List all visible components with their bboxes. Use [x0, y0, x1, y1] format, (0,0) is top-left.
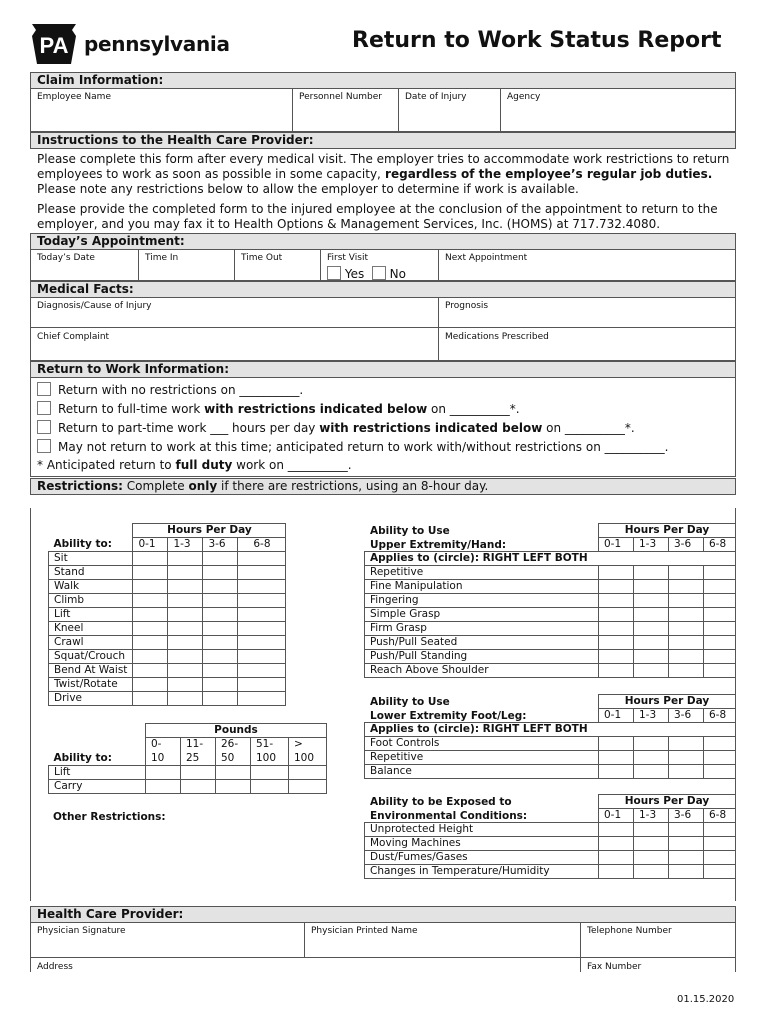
entry-cell[interactable] — [168, 692, 203, 706]
entry-cell[interactable] — [634, 851, 669, 865]
row-label: Bend At Waist — [49, 664, 133, 678]
entry-cell[interactable] — [238, 692, 286, 706]
entry-cell[interactable] — [289, 780, 327, 794]
row-label: Lift — [49, 766, 146, 780]
table-row — [365, 851, 736, 865]
entry-cell[interactable] — [168, 580, 203, 594]
entry-cell[interactable] — [133, 566, 168, 580]
entry-cell[interactable] — [669, 636, 704, 650]
entry-cell[interactable] — [238, 664, 286, 678]
row-label: Dust/Fumes/Gases — [365, 851, 599, 865]
entry-cell[interactable] — [634, 765, 669, 779]
entry-cell[interactable] — [168, 622, 203, 636]
rtw-note: * Anticipated return to full duty work on __________. — [37, 458, 352, 472]
logo-mark: PA — [39, 33, 69, 58]
entry-cell[interactable] — [669, 751, 704, 765]
row-label: Push/Pull Standing — [365, 650, 599, 664]
table-row — [49, 636, 286, 650]
table-row — [365, 737, 736, 751]
entry-cell[interactable] — [168, 650, 203, 664]
row-label: Repetitive — [365, 751, 599, 765]
appointment-heading: Today’s Appointment: — [30, 233, 736, 250]
entry-cell[interactable] — [599, 580, 634, 594]
medications-field[interactable]: Medications Prescribed — [445, 332, 549, 342]
diagnosis-field[interactable]: Diagnosis/Cause of Injury — [31, 297, 439, 327]
row-label: Simple Grasp — [365, 608, 599, 622]
entry-cell[interactable] — [634, 566, 669, 580]
entry-cell[interactable] — [599, 823, 634, 837]
entry-cell[interactable] — [634, 823, 669, 837]
entry-cell[interactable] — [238, 608, 286, 622]
table-row — [365, 608, 736, 622]
first-visit-field: First Visit Yes No — [321, 249, 439, 280]
rtw-option-1-checkbox[interactable] — [37, 382, 51, 396]
rtw-option-2-checkbox[interactable] — [37, 401, 51, 415]
entry-cell[interactable] — [216, 766, 251, 780]
entry-cell[interactable] — [599, 765, 634, 779]
entry-cell[interactable] — [634, 737, 669, 751]
entry-cell[interactable] — [704, 566, 736, 580]
time-in-field[interactable]: Time In — [139, 249, 235, 280]
row-label: Firm Grasp — [365, 622, 599, 636]
table-row — [365, 594, 736, 608]
row-label: Climb — [49, 594, 133, 608]
entry-cell[interactable] — [203, 622, 238, 636]
row-label: Drive — [49, 692, 133, 706]
entry-cell[interactable] — [669, 594, 704, 608]
entry-cell[interactable] — [251, 780, 289, 794]
entry-cell[interactable] — [704, 608, 736, 622]
entry-cell[interactable] — [704, 751, 736, 765]
entry-cell[interactable] — [634, 594, 669, 608]
env-title: Ability to be Exposed to Environmental Conditions: — [370, 796, 528, 822]
entry-cell[interactable] — [599, 664, 634, 678]
table-row — [49, 650, 286, 664]
entry-cell[interactable] — [599, 594, 634, 608]
row-label: Changes in Temperature/Humidity — [365, 865, 599, 879]
row-label: Fine Manipulation — [365, 580, 599, 594]
entry-cell[interactable] — [238, 622, 286, 636]
claim-heading: Claim Information: — [30, 72, 736, 89]
row-label: Unprotected Height — [365, 823, 599, 837]
rtw-option-4: May not return to work at this time; anticipated return to work with/without restrictions on __________. — [37, 439, 668, 455]
entry-cell[interactable] — [168, 566, 203, 580]
entry-cell[interactable] — [599, 751, 634, 765]
table-row — [365, 664, 736, 678]
entry-cell[interactable] — [669, 580, 704, 594]
entry-cell[interactable] — [704, 650, 736, 664]
row-label: Moving Machines — [365, 837, 599, 851]
entry-cell[interactable] — [634, 865, 669, 879]
table-row — [49, 622, 286, 636]
entry-cell[interactable] — [203, 650, 238, 664]
table-row — [49, 678, 286, 692]
table-row — [365, 865, 736, 879]
entry-cell[interactable] — [669, 823, 704, 837]
entry-cell[interactable] — [168, 594, 203, 608]
entry-cell[interactable] — [599, 636, 634, 650]
entry-cell[interactable] — [634, 636, 669, 650]
logo-wordmark: pennsylvania — [84, 32, 230, 56]
row-label: Stand — [49, 566, 133, 580]
todays-date-field[interactable]: Today’s Date — [31, 249, 139, 280]
provider-row-2 — [30, 958, 736, 972]
row-label: Walk — [49, 580, 133, 594]
fax-field[interactable]: Fax Number — [587, 962, 642, 972]
upper-title: Ability to Use Upper Extremity/Hand: — [370, 525, 507, 551]
entry-cell[interactable] — [168, 636, 203, 650]
claim-row — [30, 88, 736, 132]
entry-cell[interactable] — [704, 865, 736, 879]
first-visit-no-checkbox[interactable] — [372, 266, 386, 280]
address-field[interactable]: Address — [31, 958, 581, 972]
entry-cell[interactable] — [133, 650, 168, 664]
medical-row-1 — [30, 297, 736, 328]
entry-cell[interactable] — [168, 664, 203, 678]
entry-cell[interactable] — [634, 664, 669, 678]
table-row — [49, 552, 286, 566]
rtw-option-2: Return to full-time work with restrictions indicated below on __________*. — [37, 401, 520, 417]
provider-heading: Health Care Provider: — [30, 906, 736, 923]
entry-cell[interactable] — [238, 594, 286, 608]
entry-cell[interactable] — [599, 737, 634, 751]
entry-cell[interactable] — [203, 636, 238, 650]
row-label: Squat/Crouch — [49, 650, 133, 664]
entry-cell[interactable] — [133, 692, 168, 706]
next-appointment-field[interactable]: Next Appointment — [445, 253, 528, 263]
telephone-field[interactable]: Telephone Number — [587, 926, 672, 936]
table-row — [365, 837, 736, 851]
row-label: Lift — [49, 608, 133, 622]
rtw-option-3: Return to part-time work ___ hours per day with restrictions indicated below on __________*. — [37, 420, 635, 436]
entry-cell[interactable] — [704, 823, 736, 837]
entry-cell[interactable] — [599, 865, 634, 879]
rtw-option-3-checkbox[interactable] — [37, 420, 51, 434]
table-row — [49, 664, 286, 678]
restrictions-banner: Restrictions: Complete only if there are restrictions, using an 8-hour day. — [30, 478, 736, 495]
environmental-table: Hours Per Day 0-1 1-3 3-6 6-8 Unprotected Height Moving Machines Dust/Fumes/Gases Changes in Temperature/Humidity — [364, 794, 736, 879]
entry-cell[interactable] — [203, 608, 238, 622]
entry-cell[interactable] — [669, 765, 704, 779]
entry-cell[interactable] — [216, 780, 251, 794]
entry-cell[interactable] — [168, 678, 203, 692]
entry-cell[interactable] — [669, 622, 704, 636]
lower-extremity-table: Hours Per Day 0-1 1-3 3-6 6-8 Applies to (circle): RIGHT LEFT BOTH Foot Controls Repetitive Balance — [364, 694, 736, 779]
table-row — [365, 823, 736, 837]
entry-cell[interactable] — [599, 837, 634, 851]
entry-cell[interactable] — [599, 566, 634, 580]
personnel-number-field[interactable]: Personnel Number — [293, 88, 399, 131]
entry-cell[interactable] — [669, 650, 704, 664]
medical-row-2 — [30, 328, 736, 361]
entry-cell[interactable] — [146, 780, 181, 794]
row-label: Crawl — [49, 636, 133, 650]
entry-cell[interactable] — [133, 636, 168, 650]
table-row — [49, 766, 327, 780]
agency-field[interactable]: Agency — [507, 92, 541, 102]
time-out-field[interactable]: Time Out — [235, 249, 321, 280]
entry-cell[interactable] — [133, 580, 168, 594]
entry-cell[interactable] — [634, 608, 669, 622]
entry-cell[interactable] — [168, 552, 203, 566]
entry-cell[interactable] — [634, 837, 669, 851]
row-label: Balance — [365, 765, 599, 779]
entry-cell[interactable] — [599, 851, 634, 865]
entry-cell[interactable] — [704, 737, 736, 751]
entry-cell[interactable] — [238, 566, 286, 580]
row-label: Push/Pull Seated — [365, 636, 599, 650]
entry-cell[interactable] — [133, 622, 168, 636]
row-label: Fingering — [365, 594, 599, 608]
entry-cell[interactable] — [203, 566, 238, 580]
entry-cell[interactable] — [203, 692, 238, 706]
entry-cell[interactable] — [238, 636, 286, 650]
row-label: Sit — [49, 552, 133, 566]
employee-name-field[interactable]: Employee Name — [31, 88, 293, 131]
entry-cell[interactable] — [704, 664, 736, 678]
row-label: Kneel — [49, 622, 133, 636]
entry-cell[interactable] — [599, 608, 634, 622]
entry-cell[interactable] — [669, 837, 704, 851]
entry-cell[interactable] — [704, 851, 736, 865]
form-revision-date: 01.15.2020 — [677, 994, 735, 1005]
entry-cell[interactable] — [238, 650, 286, 664]
entry-cell[interactable] — [238, 552, 286, 566]
first-visit-yes-checkbox[interactable] — [327, 266, 341, 280]
table-row — [49, 594, 286, 608]
entry-cell[interactable] — [669, 737, 704, 751]
provider-row-1 — [30, 922, 736, 958]
entry-cell[interactable] — [289, 766, 327, 780]
other-restrictions-label: Other Restrictions: — [53, 811, 166, 823]
general-ability-table: Hours Per Day Ability to: 0-1 1-3 3-6 6-8 Sit Stand Walk Climb Lift Kneel Crawl Squat/Crouch Bend At Waist Twist/Rotate Drive — [48, 523, 286, 706]
table-row — [49, 580, 286, 594]
entry-cell[interactable] — [634, 650, 669, 664]
instructions-paragraph-1: Please complete this form after every medical visit. The employer tries to accommodate work restrictions to return employees to work as soon as possible in some capacity, regardless of the employee’s regular job duties. Please note any restrictions below to allow the employer to determine if work is available. — [37, 152, 730, 196]
table-row — [49, 780, 327, 794]
entry-cell[interactable] — [133, 608, 168, 622]
entry-cell[interactable] — [238, 678, 286, 692]
entry-cell[interactable] — [203, 580, 238, 594]
instructions-paragraph-2: Please provide the completed form to the injured employee at the conclusion of the appointment to return to the employer, and you may fax it to Health Options & Management Services, Inc. (HOMS) at 717.732.4080. — [37, 202, 718, 231]
entry-cell[interactable] — [203, 594, 238, 608]
entry-cell[interactable] — [669, 664, 704, 678]
row-label: Twist/Rotate — [49, 678, 133, 692]
table-row — [365, 580, 736, 594]
entry-cell[interactable] — [181, 766, 216, 780]
entry-cell[interactable] — [251, 766, 289, 780]
lower-title: Ability to Use Lower Extremity Foot/Leg: — [370, 696, 527, 722]
table-row — [365, 650, 736, 664]
row-label: Carry — [49, 780, 146, 794]
pa-keystone-logo — [30, 24, 78, 64]
date-of-injury-field[interactable]: Date of Injury — [399, 88, 501, 131]
table-row — [365, 636, 736, 650]
table-row — [365, 751, 736, 765]
row-label: Reach Above Shoulder — [365, 664, 599, 678]
row-label: Repetitive — [365, 566, 599, 580]
prognosis-field[interactable]: Prognosis — [445, 301, 489, 311]
physician-signature-field[interactable]: Physician Signature — [31, 922, 305, 957]
entry-cell[interactable] — [599, 622, 634, 636]
entry-cell[interactable] — [203, 664, 238, 678]
entry-cell[interactable] — [634, 622, 669, 636]
table-row — [49, 692, 286, 706]
table-row — [365, 566, 736, 580]
table-row — [365, 765, 736, 779]
entry-cell[interactable] — [181, 780, 216, 794]
chief-complaint-field[interactable]: Chief Complaint — [31, 328, 439, 360]
row-label: Foot Controls — [365, 737, 599, 751]
entry-cell[interactable] — [146, 766, 181, 780]
table-row — [365, 622, 736, 636]
entry-cell[interactable] — [168, 608, 203, 622]
entry-cell[interactable] — [634, 580, 669, 594]
entry-cell[interactable] — [203, 678, 238, 692]
entry-cell[interactable] — [704, 636, 736, 650]
entry-cell[interactable] — [238, 580, 286, 594]
entry-cell[interactable] — [634, 751, 669, 765]
rtw-heading: Return to Work Information: — [30, 361, 736, 378]
rtw-option-1: Return with no restrictions on __________. — [37, 382, 303, 398]
table-row — [49, 608, 286, 622]
table-row — [49, 566, 286, 580]
entry-cell[interactable] — [704, 622, 736, 636]
entry-cell[interactable] — [704, 765, 736, 779]
page-title: Return to Work Status Report — [352, 28, 722, 53]
entry-cell[interactable] — [669, 608, 704, 622]
instructions-heading: Instructions to the Health Care Provider: — [30, 132, 736, 149]
entry-cell[interactable] — [133, 678, 168, 692]
medical-heading: Medical Facts: — [30, 281, 736, 298]
entry-cell[interactable] — [133, 552, 168, 566]
entry-cell[interactable] — [704, 580, 736, 594]
entry-cell[interactable] — [704, 594, 736, 608]
entry-cell[interactable] — [203, 552, 238, 566]
rtw-option-4-checkbox[interactable] — [37, 439, 51, 453]
entry-cell[interactable] — [704, 837, 736, 851]
entry-cell[interactable] — [133, 664, 168, 678]
entry-cell[interactable] — [669, 851, 704, 865]
physician-printed-name-field[interactable]: Physician Printed Name — [305, 922, 581, 957]
lift-carry-table: Pounds 0- 11- 26- 51- > Ability to: 10 25 50 100 100 Lift Carry — [48, 723, 327, 794]
upper-extremity-table: Hours Per Day 0-1 1-3 3-6 6-8 Applies to (circle): RIGHT LEFT BOTH Repetitive Fine Manipulation Fingering Simple Grasp Firm Grasp Push/Pull Seated Push/Pull Standing Reach Above Shoulder — [364, 523, 736, 678]
entry-cell[interactable] — [133, 594, 168, 608]
appointment-row — [30, 249, 736, 281]
entry-cell[interactable] — [669, 865, 704, 879]
entry-cell[interactable] — [669, 566, 704, 580]
entry-cell[interactable] — [599, 650, 634, 664]
